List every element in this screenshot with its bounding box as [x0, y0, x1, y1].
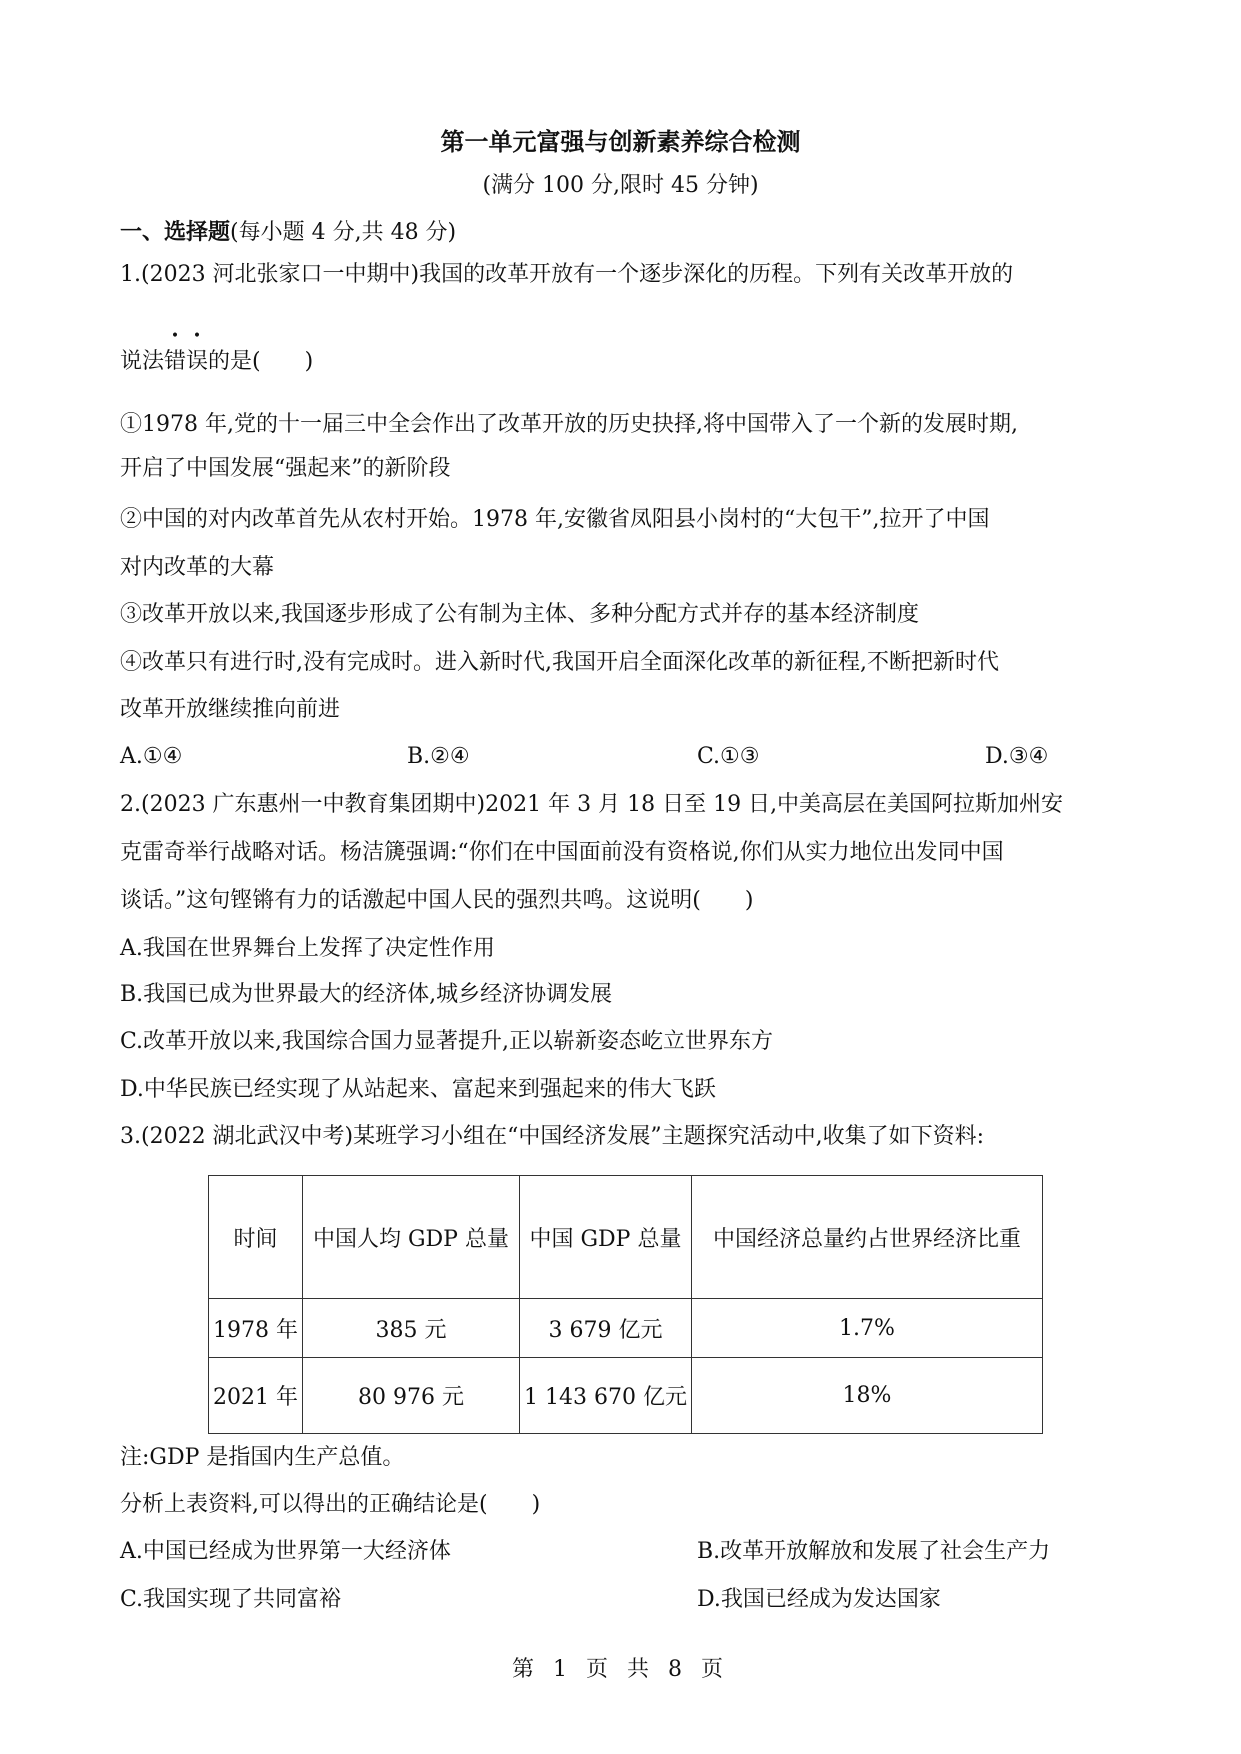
q1-statement-2a: ②中国的对内改革首先从农村开始。1978 年,安徽省凤阳县小岗村的“大包干”,拉开了中国: [120, 507, 990, 532]
q1-stem-pre: 说法: [120, 349, 165, 374]
q2-option-b[interactable]: B.我国已成为世界最大的经济体,城乡经济协调发展: [120, 982, 613, 1007]
q1-statement-3: ③改革开放以来,我国逐步形成了公有制为主体、多种分配方式并存的基本经济制度: [120, 602, 919, 627]
table-header-row: [209, 1176, 1043, 1299]
q3-option-c[interactable]: C.我国实现了共同富裕: [120, 1587, 342, 1612]
q2-option-c[interactable]: C.改革开放以来,我国综合国力显著提升,正以崭新姿态屹立世界东方: [120, 1029, 774, 1054]
section-title: 一、选择题: [120, 220, 231, 245]
q3-table-note: 注:GDP 是指国内生产总值。: [120, 1445, 405, 1470]
q1-option-d[interactable]: D.③④: [985, 744, 1049, 769]
table-header-cell: 时间: [209, 1176, 303, 1299]
q2-stem-line3: 谈话。”这句铿锵有力的话激起中国人民的强烈共鸣。这说明( ): [120, 888, 754, 913]
table-header-cell: 中国人均 GDP 总量: [302, 1176, 519, 1299]
q3-option-b[interactable]: B.改革开放解放和发展了社会生产力: [697, 1539, 1051, 1564]
page-title: 第一单元富强与创新素养综合检测: [440, 128, 801, 156]
table-cell: 3 679 亿元: [519, 1299, 691, 1358]
table-cell: 1 143 670 亿元: [519, 1358, 691, 1434]
q2-option-a[interactable]: A.我国在世界舞台上发挥了决定性作用: [120, 936, 495, 961]
section-heading: [120, 215, 456, 246]
q1-option-c[interactable]: C.①③: [697, 744, 760, 769]
table-header-cell: 中国经济总量约占世界经济比重: [691, 1176, 1042, 1299]
q1-statement-1a: ①1978 年,党的十一届三中全会作出了改革开放的历史抉择,将中国带入了一个新的发展时期,: [120, 412, 1018, 437]
table-cell: 1978 年: [209, 1299, 303, 1358]
q1-statement-1b: 开启了中国发展“强起来”的新阶段: [120, 456, 451, 481]
q1-emphasis-char-2: 误: [186, 349, 209, 374]
table-header-cell: 中国 GDP 总量: [519, 1176, 691, 1299]
table-cell: 80 976 元: [302, 1358, 519, 1434]
q2-stem-line2: 克雷奇举行战略对话。杨洁篪强调:“你们在中国面前没有资格说,你们从实力地位出发同中国: [120, 840, 1004, 865]
q3-question: 分析上表资料,可以得出的正确结论是( ): [120, 1492, 541, 1517]
page-footer: 第 1 页 共 8 页: [512, 1657, 729, 1682]
q3-option-d[interactable]: D.我国已经成为发达国家: [697, 1587, 941, 1612]
table-cell: 385 元: [302, 1299, 519, 1358]
q2-option-d[interactable]: D.中华民族已经实现了从站起来、富起来到强起来的伟大飞跃: [120, 1077, 716, 1102]
q1-statement-2b: 对内改革的大幕: [120, 555, 275, 580]
table-row: [209, 1358, 1043, 1434]
q1-option-b[interactable]: B.②④: [407, 744, 470, 769]
section-note: (每小题 4 分,共 48 分): [230, 220, 457, 245]
table-row: [209, 1299, 1043, 1358]
gdp-table: [208, 1175, 1043, 1434]
q1-option-a[interactable]: A.①④: [120, 744, 183, 769]
q3-stem-line1: 3.(2022 湖北武汉中考)某班学习小组在“中国经济发展”主题探究活动中,收集了如下资料:: [120, 1124, 985, 1149]
q1-statement-4a: ④改革只有进行时,没有完成时。进入新时代,我国开启全面深化改革的新征程,不断把新时代: [120, 650, 999, 675]
table-cell: 1.7%: [691, 1299, 1042, 1358]
q1-stem-post: 的是( ): [208, 349, 314, 374]
page-subtitle: (满分 100 分,限时 45 分钟): [482, 173, 759, 198]
q1-statement-4b: 改革开放继续推向前进: [120, 697, 341, 722]
table-cell: 18%: [691, 1358, 1042, 1434]
q1-stem-line1: 1.(2023 河北张家口一中期中)我国的改革开放有一个逐步深化的历程。下列有关改革开放的: [120, 262, 1014, 287]
table-cell: 2021 年: [209, 1358, 303, 1434]
q2-stem-line1: 2.(2023 广东惠州一中教育集团期中)2021 年 3 月 18 日至 19 日,中美高层在美国阿拉斯加州安: [120, 792, 1064, 817]
q1-emphasis-char-1: 错: [164, 349, 187, 374]
q1-stem-line2: [120, 347, 313, 377]
q3-option-a[interactable]: A.中国已经成为世界第一大经济体: [120, 1539, 451, 1564]
